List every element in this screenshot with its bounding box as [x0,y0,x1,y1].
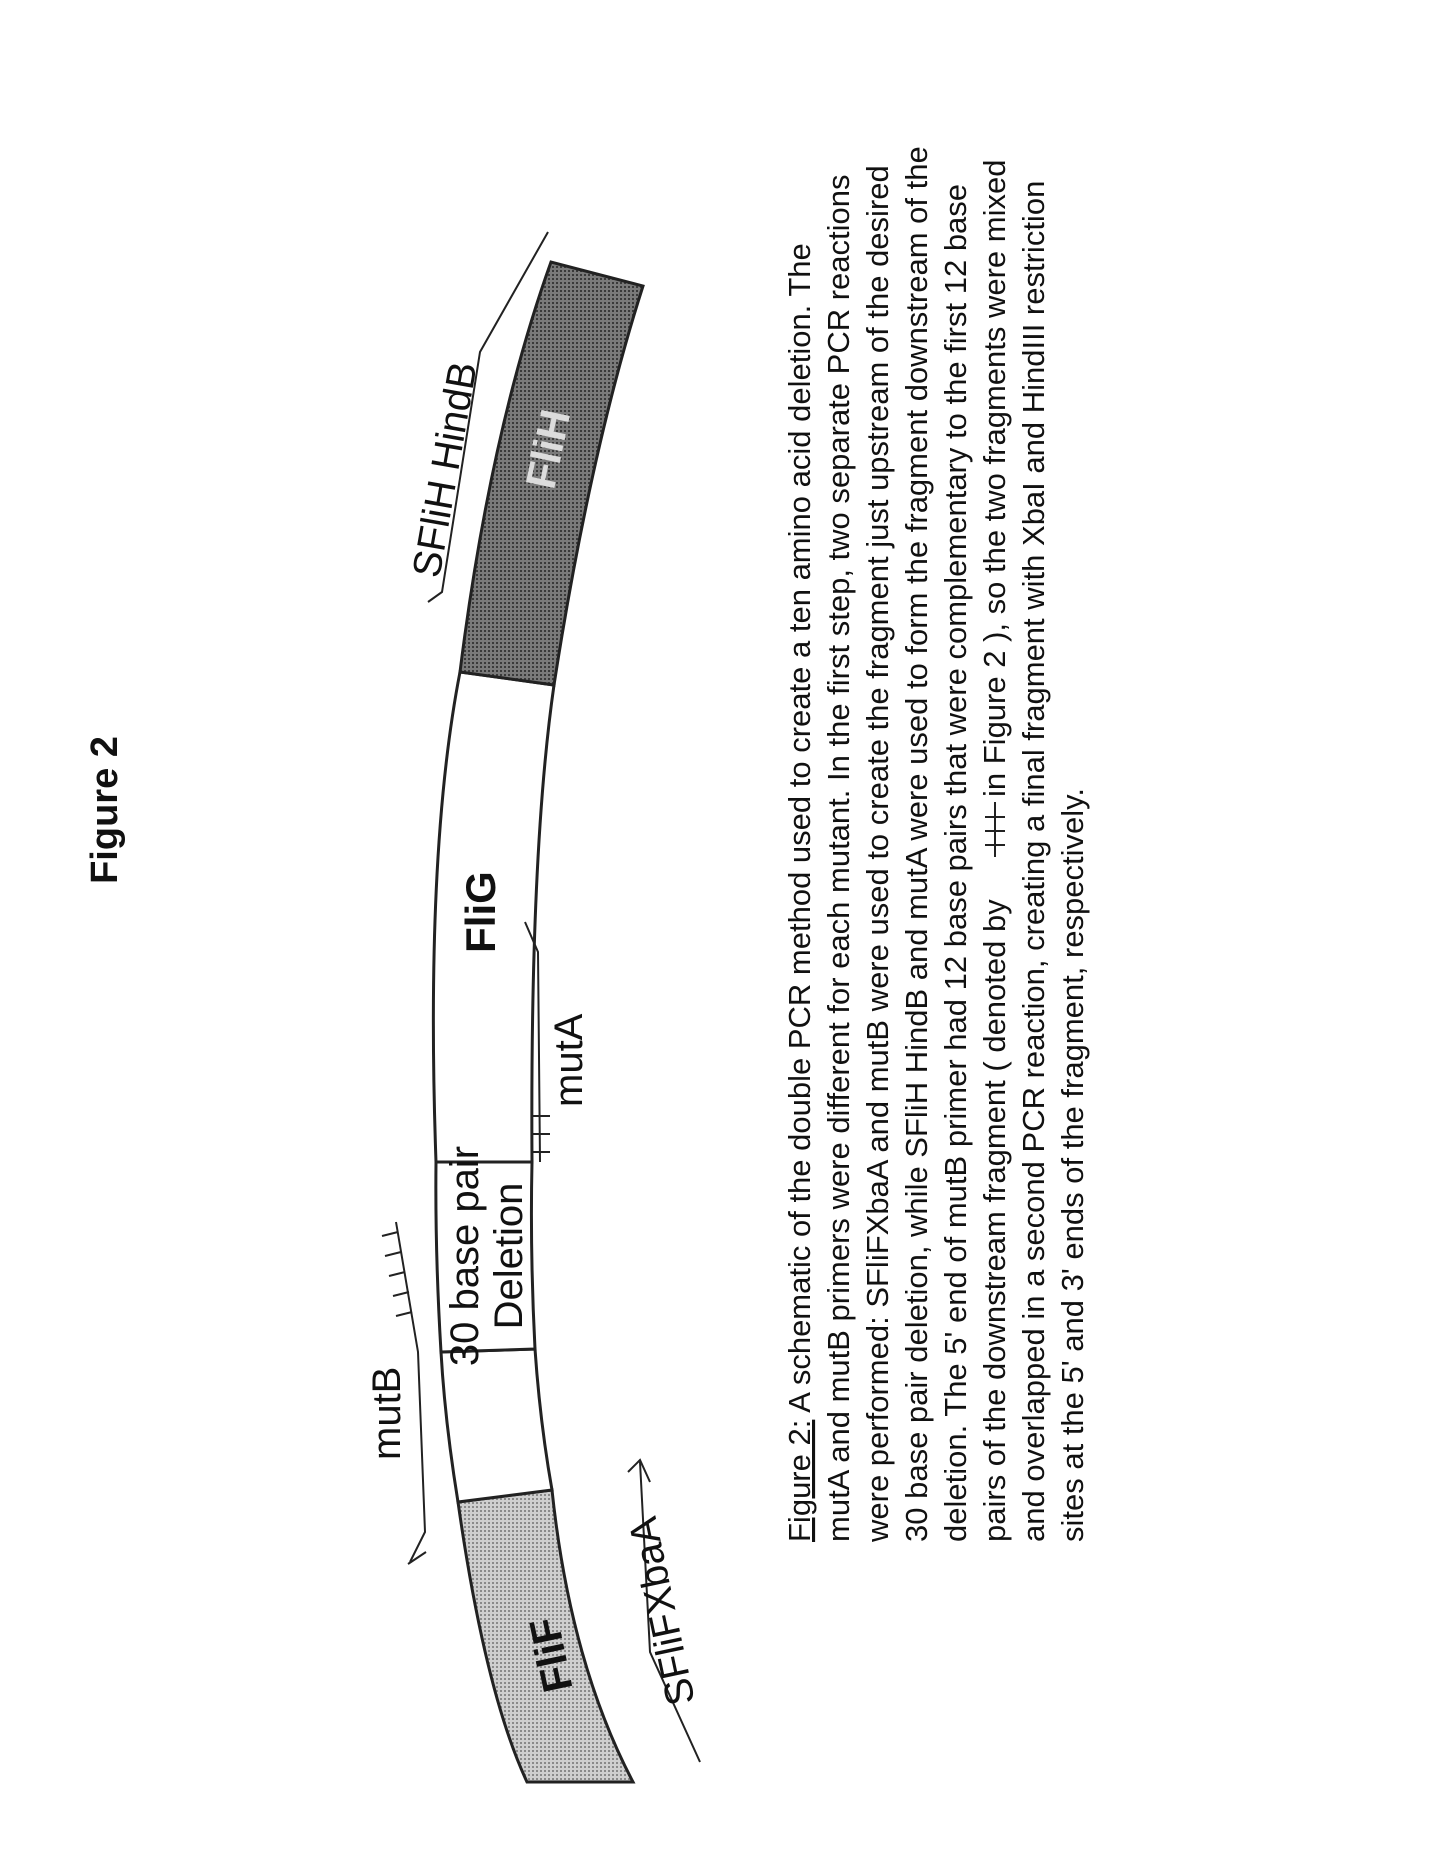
caption-tick-symbol [985,802,1005,857]
label-sflih-hindb: SFliH HindB [404,358,486,581]
label-sflifxbaa: SFliFXbaA [621,1513,704,1710]
label-deletion-line1: 30 base pair [443,1145,487,1367]
svg-text:Figure 2: A schematic of the d [782,243,817,1542]
caption-line-5: deletion. The 5' end of mutB primer had 12 base pairs that were complementary to the first 12 base [938,183,973,1542]
label-deletion-line2: Deletion [487,1182,531,1330]
label-flif: FliF [520,1613,582,1697]
caption-line-2: mutA and mutB primers were different for each mutant. In the first step, two separate PCR reactions [821,174,856,1542]
segment-upstream-blank [441,1349,552,1502]
figure-title: Figure 2 [84,736,126,884]
label-flig: FliG [457,871,504,953]
label-mutb: mutB [365,1366,409,1460]
label-muta: mutA [547,1013,591,1107]
figure-caption [782,146,1090,1543]
caption-line-6b: in Figure 2 ), so the two fragments were mixed [977,159,1012,797]
caption-heading: Figure 2: [782,1419,817,1542]
caption-line-8: sites at the 5' and 3' ends of the fragment, respectively. [1055,788,1090,1542]
caption-line-3: were performed: SFliFXbaA and mutB were used to create the fragment just upstream of the desired [860,165,895,1542]
caption-line-6a: pairs of the downstream fragment ( denoted by [977,899,1012,1542]
caption-line-7: and overlapped in a second PCR reaction, creating a final fragment with XbaI and HindIII restriction [1016,180,1051,1542]
caption-line-1: A schematic of the double PCR method used to create a ten amino acid deletion. The [782,243,817,1420]
caption-line-4: 30 base pair deletion, while SFliH HindB and mutA were used to form the fragment downstream of the [899,146,934,1542]
label-flih: FliH [516,405,580,493]
